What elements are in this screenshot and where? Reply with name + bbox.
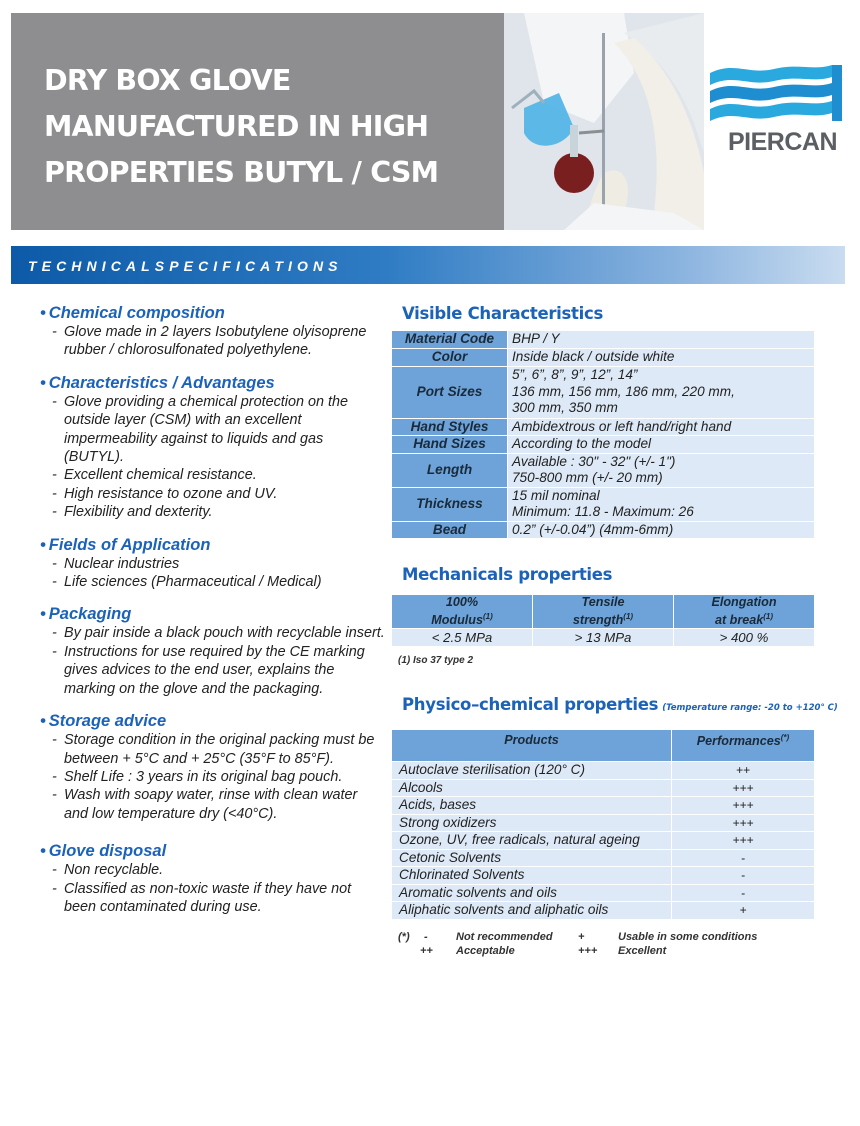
table-row: Acids, bases +++: [392, 797, 815, 815]
mechanicals-note: (1) Iso 37 type 2: [398, 655, 474, 666]
table-row: Autoclave sterilisation (120° C) ++: [392, 762, 815, 780]
table-row: Aliphatic solvents and aliphatic oils +: [392, 902, 815, 920]
table-header-row: Products Performances(*): [392, 730, 815, 762]
table-row: Strong oxidizers +++: [392, 814, 815, 832]
table-row: Alcools +++: [392, 779, 815, 797]
section-title: Fields of Application: [48, 535, 211, 554]
section-title: Glove disposal: [48, 842, 167, 861]
list-item: - High resistance to ozone and UV.: [52, 485, 278, 502]
bullet-icon: •: [40, 535, 46, 554]
section-storage-advice: [40, 711, 385, 823]
mechanicals-heading: Mechanicals properties: [402, 565, 613, 584]
list-item: - Life sciences (Pharmaceutical / Medical): [52, 574, 322, 591]
title-line: PROPERTIES BUTYL / CSM: [44, 156, 439, 189]
list-item: - Instructions for use required by the CE marking gives advices to the end user, explains the marking on the glove and the packaging.: [52, 643, 365, 697]
table-row: Bead 0.2” (+/-0.04”) (4mm-6mm): [392, 521, 815, 539]
list-item: - Glove made in 2 layers Isobutylene olyisoprene rubber / chlorosulfonated polyethylene.: [52, 324, 367, 359]
temperature-range: (Temperature range: -20 to +120° C): [662, 703, 838, 713]
table-row: Hand Sizes According to the model: [392, 436, 815, 454]
bullet-icon: •: [40, 605, 46, 624]
table-row: Hand Styles Ambidextrous or left hand/right hand: [392, 418, 815, 436]
section-characteristics: [40, 373, 385, 522]
lab-photo-illustration: [504, 13, 704, 230]
table-row: Length Available : 30" - 32" (+/- 1") 750-800 mm (+/- 20 mm): [392, 453, 815, 487]
physico-chemical-table: [391, 729, 815, 920]
table-row: Port Sizes 5”, 6”, 8”, 9”, 12”, 14” 136 mm, 156 mm, 186 mm, 220 mm, 300 mm, 350 mm: [392, 366, 815, 418]
table-row: Thickness 15 mil nominal Minimum: 11.8 - Maximum: 26: [392, 487, 815, 521]
table-row: Ozone, UV, free radicals, natural ageing +++: [392, 832, 815, 850]
physico-heading: Physico–chemical properties (Temperature range: -20 to +120° C): [402, 695, 838, 714]
list-item: - Storage condition in the original packing must be between + 5°C and + 25°C (35°F to 85°F).: [52, 732, 375, 767]
list-item: - Classified as non-toxic waste if they have not been contaminated during use.: [52, 880, 352, 915]
page-title: [44, 58, 484, 196]
logo-area: [704, 13, 849, 230]
list-item: - Shelf Life : 3 years in its original bag pouch.: [52, 768, 343, 785]
bullet-icon: •: [40, 842, 46, 861]
section-title: Packaging: [48, 605, 132, 624]
table-row: Aromatic solvents and oils -: [392, 884, 815, 902]
lab-photo: [504, 13, 704, 230]
table-header-row: 100% Modulus$^{(1)}$ Tensile strength$^{(1)}$ Elongation at break$^{(1)}$: [392, 595, 815, 629]
title-line: DRY BOX GLOVE: [44, 64, 291, 97]
table-row: Cetonic Solvents -: [392, 849, 815, 867]
visible-characteristics-table: [391, 330, 815, 539]
mechanicals-table: [391, 594, 815, 647]
specifications-list: [40, 303, 385, 926]
list-item: - Glove providing a chemical protection on the outside layer (CSM) with an excellent impermeability against to liquids and gas (BUTYL).: [52, 393, 348, 466]
section-packaging: [40, 604, 385, 698]
section-chemical-composition: [40, 303, 385, 360]
title-line: MANUFACTURED IN HIGH: [44, 110, 429, 143]
section-glove-disposal: [40, 841, 385, 916]
table-row: Color Inside black / outside white: [392, 349, 815, 367]
logo-text: PIERCAN: [728, 128, 838, 156]
performance-legend: (*) - Not recommended + Usable in some conditions ++ Acceptable +++ Excellent: [398, 931, 758, 957]
section-fields-of-application: [40, 535, 385, 592]
list-item: - By pair inside a black pouch with recyclable insert.: [52, 625, 385, 642]
list-item: - Flexibility and dexterity.: [52, 504, 213, 521]
bullet-icon: •: [40, 373, 46, 392]
visible-heading: Visible Characteristics: [402, 304, 603, 323]
bullet-icon: •: [40, 304, 46, 322]
section-title: Storage advice: [48, 712, 167, 731]
list-item: - Excellent chemical resistance.: [52, 467, 257, 484]
section-title: Characteristics / Advantages: [48, 373, 275, 392]
section-title: Chemical composition: [48, 304, 225, 322]
list-item: - Nuclear industries: [52, 555, 180, 572]
list-item: - Non recyclable.: [52, 862, 164, 879]
list-item: - Wash with soapy water, rinse with clean water and low temperature dry (<40°C).: [52, 787, 358, 822]
table-row: < 2.5 MPa > 13 MPa > 400 %: [392, 629, 815, 647]
band-label: TECHNICALSPECIFICATIONS: [28, 258, 343, 274]
bullet-icon: •: [40, 712, 46, 731]
table-row: Chlorinated Solvents -: [392, 867, 815, 885]
table-row: Material Code BHP / Y: [392, 331, 815, 349]
